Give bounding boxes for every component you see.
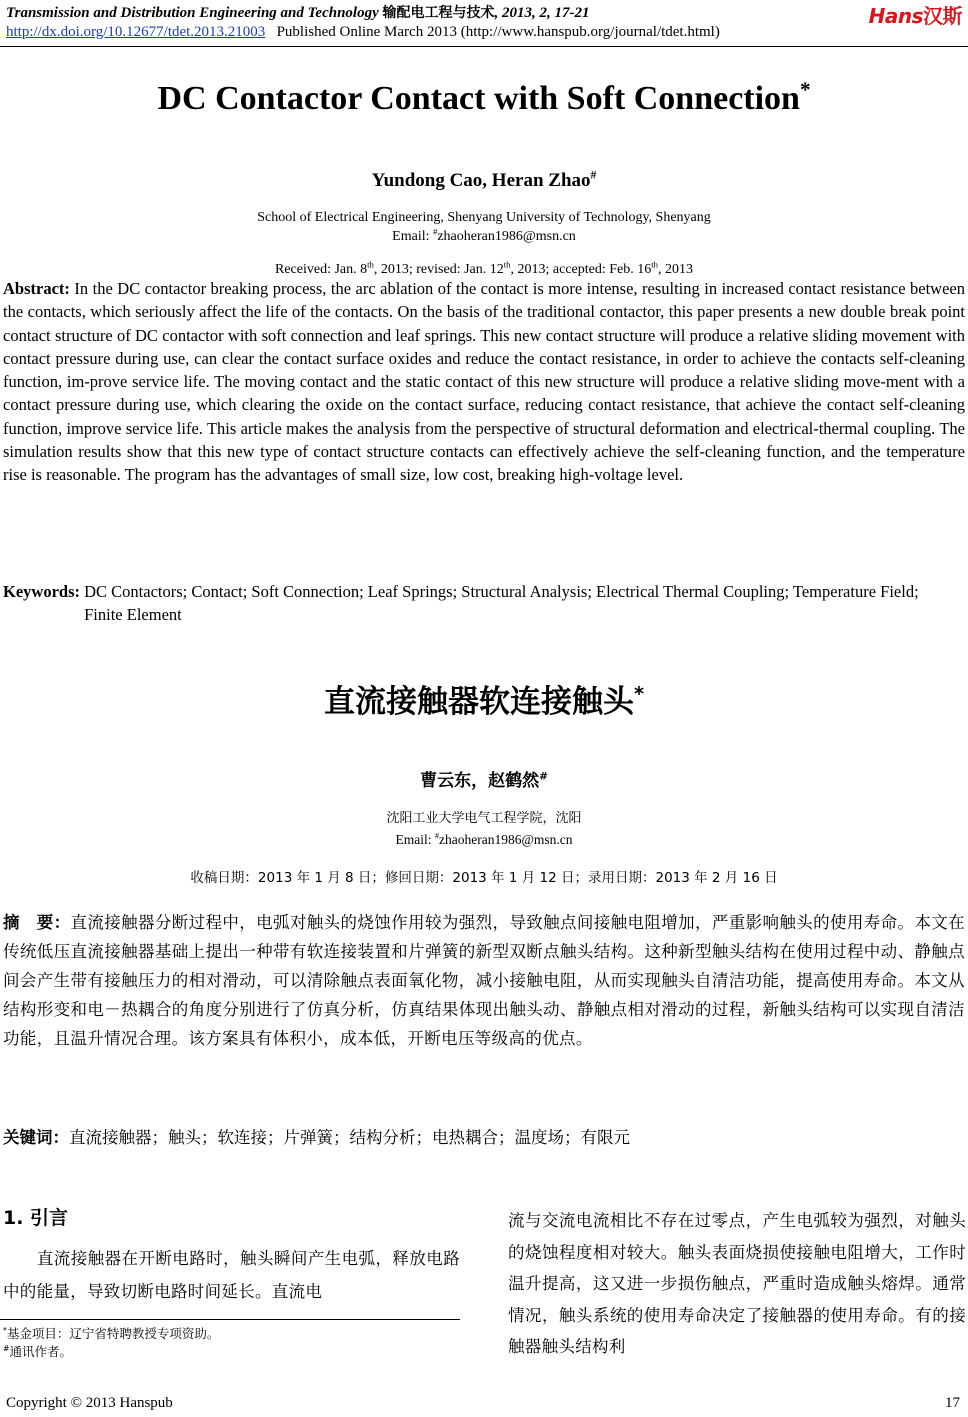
ordinal-suffix: th [651, 259, 658, 270]
footnote-mark: * [3, 1325, 7, 1335]
received-date: Received: Jan. 8 [274, 262, 368, 277]
authors-text: Yundong Cao, Heran Zhao [371, 170, 591, 191]
year-suffix: , 2013 [658, 262, 693, 277]
ordinal-suffix: th [367, 259, 374, 270]
footnote-corresponding [3, 1342, 72, 1360]
footnote-divider [0, 1319, 460, 1320]
journal-name-cn: 输配电工程与技术 [382, 5, 495, 21]
email-label: Email: [392, 229, 433, 244]
journal-name: Transmission and Distribution Engineering and Technology [6, 5, 379, 21]
abstract-cn [3, 908, 965, 1053]
abstract-text: In the DC contactor breaking process, the arc ablation of the contact is more intense, resulting in increased contact resistance between the contacts, which seriously affect the life of the contacts. On the basis of the traditional contactor, this paper presents a new double break point contact structure of DC contactor with soft connection and leaf springs. This new contact structure will produce a relative sliding movement with contact pressure during use, can clear the contact surface oxides and reduce the contact resistance, in order to achieve the contacts self-cleaning function, im-prove service life. The moving contact and the static contact of this new structure will produce a relative sliding move-ment with a contact pressure during use, which clearing the oxide on the contact surface, reducing contact resistance, that achieve the contact self-cleaning function, improve service life. This article makes the analysis from the perspective of structural deformation and electrical-thermal coupling. The simulation results show that this new type of contact structure contacts can effectively achieve the self-cleaning function, and the temperature rise is reasonable. The program has the advantages of small size, low cost, breaking high-voltage level. [3, 279, 965, 485]
doi-link[interactable]: http://dx.doi.org/10.12677/tdet.2013.21003 [6, 24, 266, 40]
email-address-cn[interactable]: zhaoheran1986@msn.cn [439, 832, 573, 847]
keywords-label: Keywords: [3, 582, 80, 601]
affiliation-cn [0, 808, 968, 850]
footnote-text: 基金项目：辽宁省特聘教授专项资助。 [6, 1326, 220, 1341]
logo-cn: 汉斯 [923, 4, 962, 28]
affiliation [0, 208, 968, 246]
section-heading: 1. 引言 [3, 1207, 69, 1229]
keywords-cn [3, 1124, 630, 1148]
abstract-cn-text: 直流接触器分断过程中，电弧对触头的烧蚀作用较为强烈，导致触点间接触电阻增加，严重影响触头的使用寿命。本文在传统低压直流接触器基础上提出一种带有软连接装置和片弹簧的新型双断点触头结构。这种新型触头结构在使用过程中动、静触点间会产生带有接触压力的相对滑动，可以清除触点表面氧化物，减小接触电阻，从而实现触头自清洁功能，提高使用寿命。本文从结构形变和电－热耦合的角度分别进行了仿真分析，仿真结果体现出触头动、静触点相对滑动的过程，新触头结构可以实现自清洁功能，且温升情况合理。该方案具有体积小，成本低，开断电压等级高的优点。 [3, 913, 965, 1048]
keywords-cn-label: 关键词： [3, 1128, 69, 1147]
paper-title-cn [0, 676, 968, 721]
footnote-funding [3, 1324, 219, 1342]
body-column-left: 直流接触器在开断电路时，触头瞬间产生电弧，释放电路中的能量，导致切断电路时间延长。直流电 [3, 1249, 460, 1301]
header-divider [0, 46, 968, 47]
email-line-cn [0, 829, 968, 850]
paper-title [0, 77, 968, 118]
authors [0, 170, 968, 192]
footnote-mark: # [3, 1343, 10, 1353]
abstract-cn-label: 摘 要： [3, 913, 71, 932]
volume-info: , 2013, 2, 17-21 [494, 5, 590, 21]
body-column-right: 流与交流电流相比不存在过零点，产生电弧较为强烈，对触头的烧蚀程度相对较大。触头表面烧损使接触电阻增大，工作时温升提高，这又进一步损伤触点，严重时造成触头熔焊。通常情况，触头系统的使用寿命决定了接触器的使用寿命。有的接触器触头结构利 [508, 1211, 966, 1356]
author-mark: # [590, 168, 597, 182]
paper-title-text: DC Contactor Contact with Soft Connection [157, 80, 800, 117]
ordinal-suffix: th [503, 259, 511, 270]
keywords-en [3, 580, 965, 626]
authors-cn [0, 766, 968, 791]
paper-title-cn-text: 直流接触器软连接触头 [323, 684, 634, 720]
footnote-text: 通讯作者。 [9, 1344, 73, 1359]
hanspub-logo [869, 0, 962, 29]
received-dates-cn: 收稿日期：2013 年 1 月 8 日；修回日期：2013 年 1 月 12 日；录用日期：2013 年 2 月 16 日 [190, 870, 778, 886]
title-cn-footnote-mark: * [633, 682, 645, 706]
email-address[interactable]: zhaoheran1986@msn.cn [437, 229, 576, 244]
affiliation-text: School of Electrical Engineering, Shenyang University of Technology, Shenyang [257, 210, 711, 225]
page-number: 17 [945, 1395, 960, 1411]
keywords-cn-text: 直流接触器；触头；软连接；片弹簧；结构分析；电热耦合；温度场；有限元 [69, 1128, 630, 1147]
author-cn-mark: # [539, 770, 548, 783]
authors-cn-text: 曹云东，赵鹤然 [420, 771, 540, 791]
email-mark-cn: # [434, 831, 440, 841]
doi-line [6, 24, 720, 41]
affiliation-cn-text: 沈阳工业大学电气工程学院，沈阳 [386, 811, 582, 826]
keywords-text: DC Contactors; Contact; Soft Connection; Leaf Springs; Structural Analysis; Electrical Thermal Coupling; Temperature Field; Finite Element [84, 582, 919, 624]
email-label-cn: Email: [395, 832, 435, 847]
revised-date: , 2013; revised: Jan. 12 [373, 262, 504, 277]
published-info: Published Online March 2013 (http://www.hanspub.org/journal/tdet.html) [276, 24, 720, 40]
abstract-en [3, 277, 965, 487]
accepted-date: , 2013; accepted: Feb. 16 [510, 262, 652, 277]
email-mark: # [433, 226, 438, 237]
logo-latin: Hans [868, 4, 923, 28]
journal-header [6, 2, 590, 22]
email-line [0, 227, 968, 246]
title-footnote-mark: * [799, 77, 811, 102]
received-dates [0, 259, 968, 278]
abstract-label: Abstract: [3, 279, 70, 298]
copyright: Copyright © 2013 Hanspub [6, 1395, 173, 1411]
